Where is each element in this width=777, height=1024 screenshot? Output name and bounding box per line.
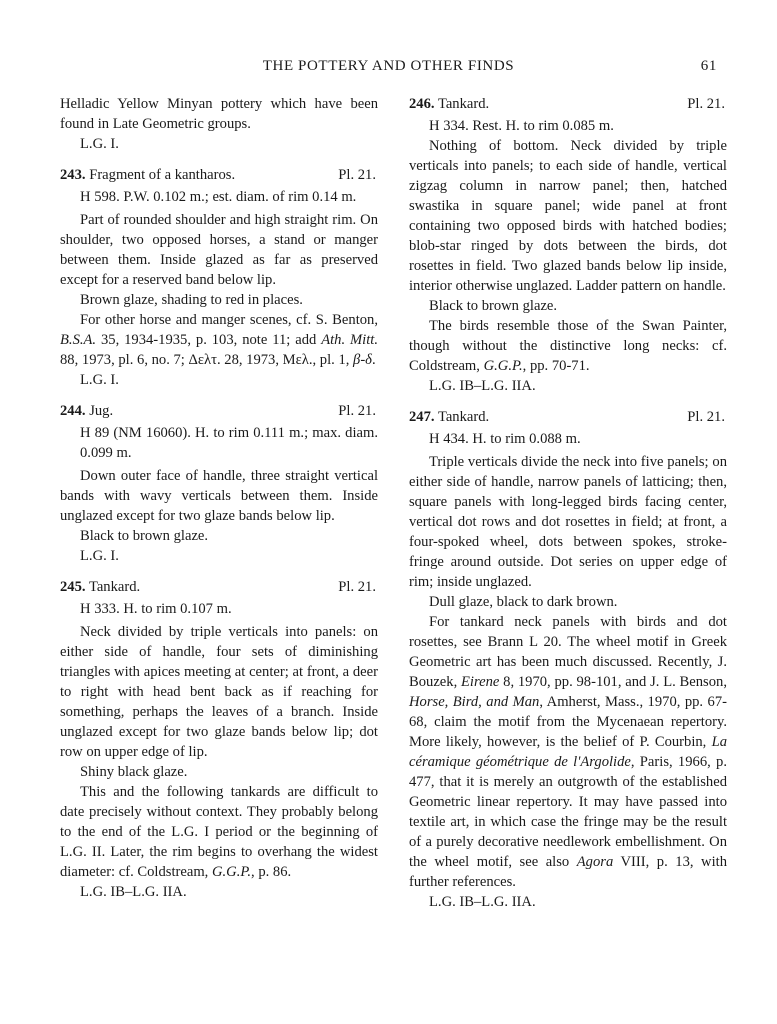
entry-title: Fragment of a kantharos.: [89, 167, 236, 183]
plate-reference: Pl. 21.: [338, 403, 376, 419]
entry-246-heading: [409, 94, 727, 114]
left-column: [60, 94, 378, 902]
entry-245-glaze: Shiny black glaze.: [80, 764, 188, 780]
entry-247-measurements: H 434. H. to rim 0.088 m.: [429, 431, 581, 447]
entry-number: 243.: [60, 167, 86, 183]
entry-244-glaze: Black to brown glaze.: [80, 528, 209, 544]
plate-reference: Pl. 21.: [687, 96, 725, 112]
entry-246-glaze: Black to brown glaze.: [429, 298, 558, 314]
entry-244-date: L.G. I.: [80, 548, 119, 564]
entry-number: 245.: [60, 579, 86, 595]
entry-247-date: L.G. IB–L.G. IIA.: [429, 894, 536, 910]
entry-247-glaze: Dull glaze, black to dark brown.: [429, 594, 618, 610]
entry-number: 247.: [409, 409, 435, 425]
intro-date: L.G. I.: [80, 136, 119, 152]
intro-text: Helladic Yellow Minyan pottery which have been found in Late Geometric groups.: [60, 96, 378, 132]
entry-246-date: L.G. IB–L.G. IIA.: [429, 378, 536, 394]
entry-243-measurements: H 598. P.W. 0.102 m.; est. diam. of rim 0.14 m.: [80, 189, 357, 205]
entry-245-date: L.G. IB–L.G. IIA.: [80, 884, 187, 900]
plate-reference: Pl. 21.: [687, 409, 725, 425]
entry-number: 246.: [409, 96, 435, 112]
entry-243-commentary: For other horse and manger scenes, cf. S. Benton, B.S.A. 35, 1934-1935, p. 103, note 11; add Ath. Mitt. 88, 1973, pl. 6, no. 7; Δελτ. 28, 1973, Μελ., pl. 1, β-δ.: [60, 312, 378, 368]
entry-245-measurements: H 333. H. to rim 0.107 m.: [80, 601, 232, 617]
entry-246-commentary: The birds resemble those of the Swan Painter, though without the distinctive long necks: cf. Coldstream, G.G.P., pp. 70-71.: [409, 318, 727, 374]
running-head: [60, 58, 717, 80]
entry-247-commentary: For tankard neck panels with birds and dot rosettes, see Brann L 20. The wheel motif in Greek Geometric art has been much discussed. Recently, J. Bouzek, Eirene 8, 1970, pp. 98-101, and J. L. Benson, Horse, Bird, and Man, Amherst, Mass., 1970, pp. 67-68, claim the motif from the Mycenaean repertory. More likely, however, is the belief of P. Courbin, La céramique géométrique de l'Argolide, Paris, 1966, p. 477, that it is merely an outgrowth of the established Geometric linear repertory. It may have passed into textile art, in which case the fringe may be the result of a purely decorative needlework embellishment. On the wheel motif, see also Agora VIII, p. 13, with further references.: [409, 614, 727, 890]
entry-243-glaze: Brown glaze, shading to red in places.: [80, 292, 303, 308]
running-title: THE POTTERY AND OTHER FINDS: [262, 58, 515, 74]
entry-244-heading: [60, 401, 378, 421]
entry-247-description: Triple verticals divide the neck into five panels; on either side of handle, narrow panels of latticing; then, square panels with long-legged birds facing center, vertical dot rows and dot rosettes in field; at front, a four-spoked wheel, dots between spokes, stroke-fringe around outside. Dot series on upper edge of rim; inside unglazed.: [409, 454, 727, 590]
right-column: [409, 94, 727, 912]
entry-246-measurements: H 334. Rest. H. to rim 0.085 m.: [429, 118, 614, 134]
entry-245-commentary: This and the following tankards are difficult to date precisely without context. They probably belong to the end of the L.G. I period or the beginning of L.G. II. Later, the rim begins to overhang the widest diameter: cf. Coldstream, G.G.P., p. 86.: [60, 784, 378, 880]
entry-243-description: Part of rounded shoulder and high straight rim. On shoulder, two opposed horses, a stand or manger between them. Inside glazed as far as preserved except for a reserved band below lip.: [60, 212, 378, 288]
entry-title: Tankard.: [437, 96, 490, 112]
entry-245-description: Neck divided by triple verticals into panels: on either side of handle, four sets of diminishing triangles with apices meeting at center; at front, a deer to right with head bent back as if reaching for something, perhaps the leaves of a branch. Inside unglazed except for two glaze bands below lip; dot row on upper edge of lip.: [60, 624, 378, 760]
plate-reference: Pl. 21.: [338, 579, 376, 595]
entry-243-date: L.G. I.: [80, 372, 119, 388]
entry-244-measurements: H 89 (NM 16060). H. to rim 0.111 m.; max. diam. 0.099 m.: [80, 425, 378, 461]
entry-title: Tankard.: [88, 579, 141, 595]
page-number: 61: [700, 58, 717, 74]
plate-reference: Pl. 21.: [338, 167, 376, 183]
entry-246-description: Nothing of bottom. Neck divided by triple verticals into panels; to each side of handle, vertical zigzag column in narrow panel; then, hatched swastika in square panel; wide panel at front containing two opposed birds with hatched bodies; blob-star ringed by dots between the birds, dot rosettes in field. Two glazed bands below lip inside, interior otherwise unglazed. Ladder pattern on handle.: [409, 138, 727, 294]
entry-title: Tankard.: [437, 409, 490, 425]
entry-243-heading: [60, 165, 378, 185]
entry-244-description: Down outer face of handle, three straight vertical bands with wavy verticals between them. Inside unglazed except for two glaze bands below lip.: [60, 468, 378, 524]
entry-number: 244.: [60, 403, 86, 419]
entry-247-heading: [409, 407, 727, 427]
entry-245-heading: [60, 577, 378, 597]
entry-title: Jug.: [89, 403, 114, 419]
